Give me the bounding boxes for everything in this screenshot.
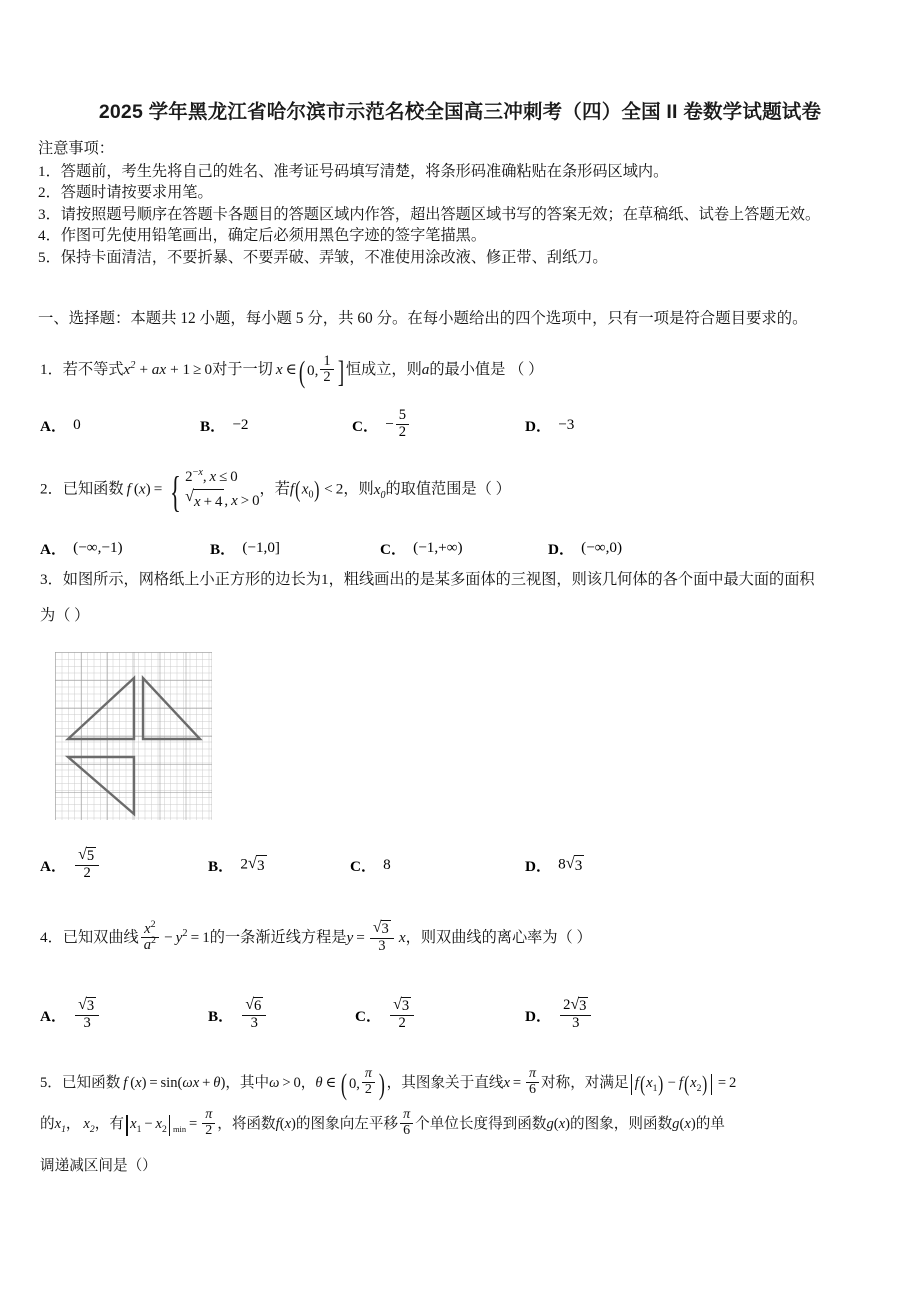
- q5-theta: θ: [315, 1075, 323, 1091]
- notice-item-4: 4．作图可先使用铅笔画出，确定后必须用黑色字迹的签字笔描黑。: [38, 227, 487, 244]
- q2-cases: [185, 466, 259, 514]
- q1-var-x: x: [272, 361, 286, 378]
- q4-option-b[interactable]: [208, 995, 268, 1035]
- question-2-options: [40, 528, 900, 568]
- q1-option-b[interactable]: [200, 405, 249, 445]
- q2-option-a-label: A．: [40, 540, 67, 558]
- q3-option-a-value: √ 5 2: [73, 848, 101, 882]
- q1-option-c-label: C．: [352, 417, 379, 435]
- q4-hyperbola-fraction: $\frac{x^2}{a^2}$: [141, 922, 159, 954]
- q2-number: 2．: [40, 480, 63, 498]
- q2-var-x0: $x_0$: [373, 480, 386, 501]
- q1-text-1: 若不等式: [62, 361, 124, 378]
- question-4-options: [40, 995, 900, 1035]
- q5-text-5: 对称，对满足: [541, 1075, 629, 1091]
- q5-x1: $x_1$: [54, 1115, 66, 1135]
- q1-text-2: 对于一切: [212, 361, 273, 378]
- q3-option-b-value: 2 √ 3: [240, 852, 265, 874]
- q2-option-b[interactable]: [210, 528, 280, 568]
- q5-text-3: ，: [300, 1075, 316, 1091]
- q5-text-2: ，其中: [225, 1075, 270, 1091]
- q4-option-a[interactable]: [40, 995, 101, 1035]
- question-1: [40, 353, 543, 388]
- q1-text-3: 恒成立，则: [345, 361, 422, 378]
- q1-option-a-value: 0: [73, 416, 81, 433]
- three-view-figure: [55, 652, 212, 820]
- notice-item-2: 2．答题时请按要求用笔。: [38, 184, 213, 201]
- q4-option-b-value: √ 6 3: [240, 998, 268, 1032]
- q3-option-d-label: D．: [525, 857, 552, 875]
- q3-option-c-label: C．: [350, 857, 377, 875]
- notice-block: [38, 138, 888, 268]
- q1-option-d-label: D．: [525, 417, 552, 435]
- q3-option-b[interactable]: [208, 845, 267, 885]
- three-view-shapes: [55, 652, 212, 820]
- q1-text-4: 的最小值是 （ ）: [429, 361, 544, 378]
- q4-option-d[interactable]: [525, 995, 593, 1035]
- notice-item-3: 3．请按照题号顺序在答题卡各题目的答题区域内作答，超出答题区域书写的答案无效；在草稿纸、试卷上答题无效。: [38, 205, 821, 223]
- q5-min-distance: $x_1 - x_2$ $_{min}$ = $\frac{\pi}{2}$: [124, 1116, 217, 1132]
- q5-text-6: 的: [40, 1115, 55, 1132]
- q2-fx0: f: [289, 480, 295, 498]
- q5-text-11: 个单位长度得到函数: [415, 1115, 547, 1132]
- q3-stem-line-2: 为（ ）: [40, 607, 90, 624]
- q1-expr: $x^2$ + ax + 1 ≥ 0: [123, 359, 213, 378]
- q5-gx-2: g: [672, 1115, 680, 1132]
- question-4: 4．已知双曲线 $\frac{x^2}{a^2}$ − $y^2 = 1$的一条渐近线方程是y = √ 3 3 x，则双曲线的离心率为（ ）: [40, 918, 592, 955]
- question-5: 5．已知函数 f (x) = sin(ωx + θ)，其中ω > 0，θ ∈ ( 0, $\frac{\pi}{2}$ ) ，其图象关于直线x = $\frac{\pi}{6}$ 对称，对满足 $f(x_1) - f(x_2) = 2$ 的$x_1$， $x_2$，有 $x_1 - x_2$ $_{min}$ = $\frac{\pi}{2}$ ，将函数f(x)的图象向左平移 $\frac{\pi}{6}$ 个单位长度得到函数g(x)的图象，则函数g(x)的单 调递减区间是（）: [40, 1066, 737, 1174]
- q1-number: 1．: [40, 361, 63, 378]
- q4-number: 4．: [40, 929, 63, 946]
- question-3-options: [40, 845, 900, 885]
- q2-option-b-label: B．: [210, 540, 236, 558]
- q4-option-d-label: D．: [525, 1007, 552, 1025]
- q3-option-c-value: 8: [383, 856, 391, 873]
- q5-text-10: 的图象向左平移: [295, 1115, 399, 1132]
- q5-shift-amount: $\frac{\pi}{6}$: [400, 1108, 413, 1138]
- q3-option-d[interactable]: [525, 845, 584, 885]
- q3-option-d-value: 8 √ 3: [558, 852, 583, 874]
- q1-option-a-label: A．: [40, 417, 67, 435]
- q1-option-c-value: − $\frac{5}{2}$: [385, 409, 411, 441]
- q4-text-3: ，则双曲线的离心率为（ ）: [405, 929, 592, 946]
- question-2: 2．已知函数 f (x) = { $2^{-x}$, x ≤ 0 √ x + 4 , x > 0 ，若$f(x_0) < 2$，则$x_0$的取值范围是（ ）: [40, 467, 511, 517]
- q5-text-13: 的单: [695, 1115, 725, 1132]
- q2-option-a-value: (−∞,−1): [73, 539, 123, 556]
- q2-case-1: $2^{-x}$, x ≤ 0: [185, 467, 238, 485]
- q4-option-d-value: 2 √ 3 3: [558, 998, 593, 1032]
- q2-case-2: √ x + 4 , x > 0: [185, 489, 259, 514]
- q3-number: 3．: [40, 571, 63, 588]
- question-3: [40, 565, 815, 631]
- q4-text-1: 已知双曲线: [62, 929, 139, 946]
- q5-fx-1: f: [275, 1115, 280, 1132]
- q4-option-c-label: C．: [355, 1007, 382, 1025]
- q5-stem-line-3: 调递减区间是（）: [40, 1157, 157, 1174]
- q3-option-b-label: B．: [208, 857, 234, 875]
- page-title: 2025 学年黑龙江省哈尔滨市示范名校全国高三冲刺考（四）全国 II 卷数学试题试卷: [98, 101, 822, 123]
- q4-option-b-label: B．: [208, 1007, 234, 1025]
- front-view-triangle: [68, 678, 134, 739]
- q2-option-a[interactable]: [40, 528, 123, 568]
- q2-option-d-value: (−∞,0): [581, 539, 623, 556]
- q4-asymptote: y: [346, 929, 354, 946]
- section-heading-choice: 一、选择题：本题共 12 小题，每小题 5 分，共 60 分。在每小题给出的四个选项中，只有一项是符合题目要求的。: [38, 310, 808, 327]
- q5-function-def: f: [120, 1075, 131, 1091]
- q5-text-7: ，: [65, 1115, 81, 1132]
- q1-option-b-label: B．: [200, 417, 226, 435]
- q1-option-d-value: −3: [558, 416, 575, 433]
- notice-item-5: 5．保持卡面清洁，不要折暴、不要弄破、弄皱，不准使用涂改液、修正带、刮纸刀。: [38, 248, 608, 266]
- q2-option-b-value: (−1,0]: [242, 539, 280, 556]
- q3-option-c[interactable]: [350, 845, 391, 885]
- q4-option-a-value: √ 3 3: [73, 998, 101, 1032]
- q2-text-3: ，则: [343, 480, 374, 498]
- notice-heading: 注意事项：: [38, 140, 114, 157]
- q1-option-c[interactable]: [352, 405, 411, 445]
- q2-option-d[interactable]: [548, 528, 622, 568]
- q5-theta-interval: ( 0, $\frac{\pi}{2}$ ): [341, 1066, 385, 1101]
- q5-text-12: 的图象，则函数: [570, 1115, 673, 1132]
- q1-option-a[interactable]: [40, 405, 81, 445]
- q4-option-c[interactable]: [355, 995, 416, 1035]
- q5-number: 5．: [40, 1075, 62, 1091]
- q5-gx-1: g: [546, 1115, 554, 1132]
- q3-option-a[interactable]: [40, 845, 101, 885]
- q1-option-b-value: −2: [232, 416, 249, 433]
- q2-option-d-label: D．: [548, 540, 575, 558]
- side-view-triangle: [143, 678, 200, 739]
- q5-text-4: ，其图象关于直线: [386, 1075, 504, 1091]
- top-view-triangle: [68, 757, 134, 814]
- q5-text-1: 已知函数: [61, 1075, 121, 1091]
- q2-text-1: 已知函数: [62, 480, 124, 498]
- q1-in-symbol: ∈: [285, 361, 297, 378]
- q2-text-2: ，若: [259, 480, 290, 498]
- q5-text-9: ，将函数: [217, 1115, 276, 1132]
- q5-omega-cond: ω: [269, 1075, 280, 1091]
- q1-interval: ( 0, $\frac{1}{2}$ ]: [298, 352, 344, 389]
- q2-text-4: 的取值范围是（ ）: [385, 480, 511, 498]
- q2-option-c-value: (−1,+∞): [413, 539, 463, 556]
- q4-option-a-label: A．: [40, 1007, 67, 1025]
- q5-text-8: ，有: [94, 1115, 124, 1132]
- q4-option-c-value: √ 3 2: [388, 998, 416, 1032]
- q2-option-c[interactable]: [380, 528, 463, 568]
- notice-item-1: 1．答题前，考生先将自己的姓名、准考证号码填写清楚，将条形码准确粘贴在条形码区域内。: [38, 162, 669, 180]
- q2-function: f: [123, 480, 134, 498]
- q3-option-a-label: A．: [40, 857, 67, 875]
- q1-var-a: a: [421, 361, 430, 378]
- q1-option-d[interactable]: [525, 405, 574, 445]
- q2-option-c-label: C．: [380, 540, 407, 558]
- q3-stem-line-1: 如图所示，网格纸上小正方形的边长为1，粗线画出的是某多面体的三视图，则该几何体的各个面中最大面的面积: [62, 571, 815, 588]
- q5-symmetry-line: x: [503, 1075, 510, 1091]
- q4-text-2: 的一条渐近线方程是: [209, 929, 347, 946]
- question-1-options: [40, 405, 900, 445]
- q5-abs-condition: $f(x_1) - f(x_2) = 2$: [629, 1075, 737, 1091]
- q5-x2: $x_2$: [80, 1115, 95, 1135]
